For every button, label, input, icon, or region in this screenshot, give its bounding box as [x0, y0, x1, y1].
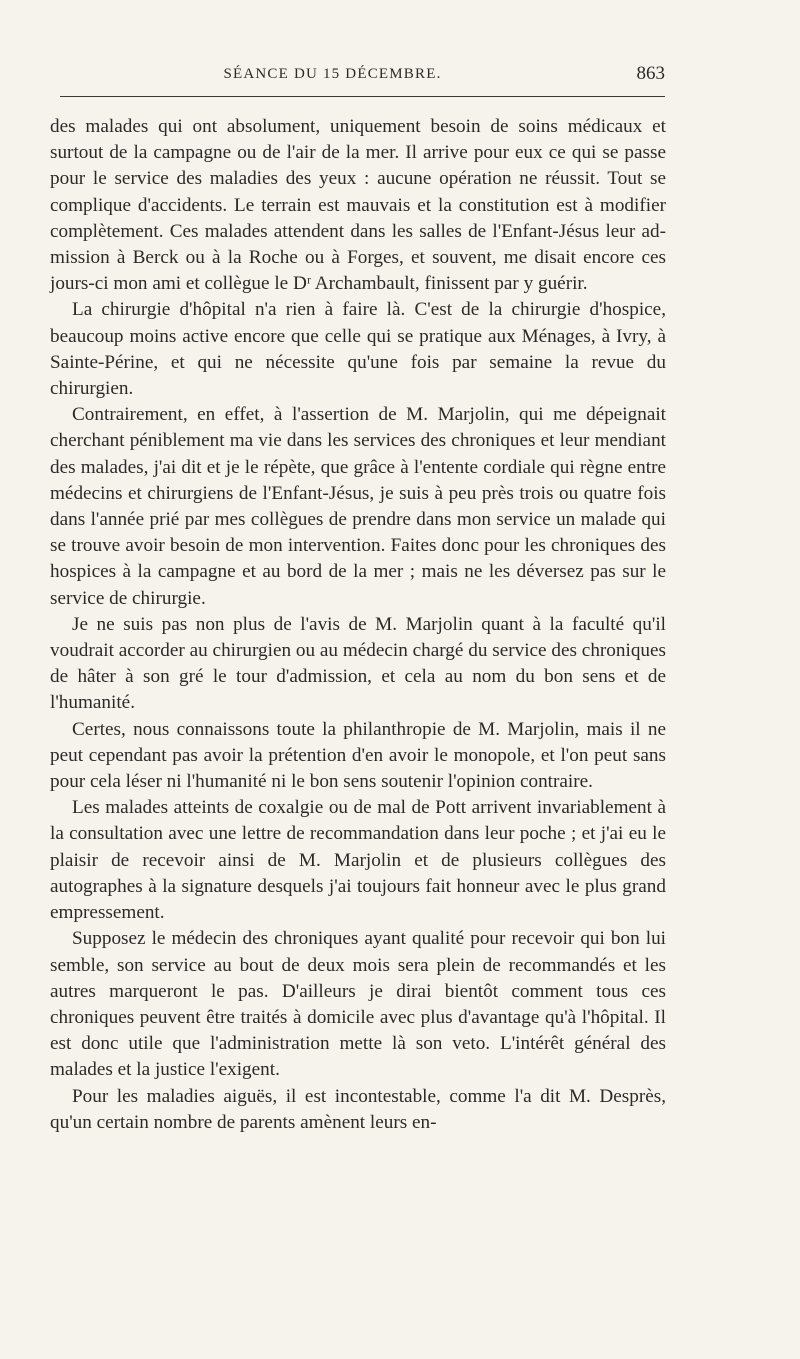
paragraph: La chirurgie d'hôpital n'a rien à faire là. C'est de la chirurgie d'hospice, beaucoup moins active encore que celle qui se pratique aux Ménages, à Ivry, à Sainte-Périne, et qui ne nécessite qu'une fois par semaine la revue du chirurgien. — [50, 299, 666, 400]
page-number: 863 — [636, 63, 665, 84]
paragraph: Contrairement, en effet, à l'assertion de M. Marjolin, qui me dépeignait cherchant péniblement ma vie dans les services des chroniques et leur mendiant des malades, j'ai dit et je le répète, que grâce à l'entente cordiale qui règne entre médecins et chirurgiens de l'Enfant-Jésus, je suis à peu près trois ou quatre fois dans l'année prié par mes collègues de prendre dans mon service un malade qui se trouve avoir besoin de mon intervention. Faites donc pour les chroniques des hospices à la campagne et au bord de la mer ; mais ne les déversez pas sur le service de chirurgie. — [50, 404, 666, 609]
body-text — [50, 114, 666, 1136]
paragraph: Pour les maladies aiguës, il est incontestable, comme l'a dit M. Desprès, qu'un certain nombre de parents amènent leurs en- — [50, 1085, 666, 1133]
header-rule — [60, 96, 665, 97]
paragraph: Certes, nous connaissons toute la philanthropie de M. Marjolin, mais il ne peut cependant pas avoir la prétention d'en avoir le monopole, et l'on peut sans pour cela léser ni l'humanité ni le bon sens soutenir l'opinion contraire. — [50, 718, 666, 793]
running-title: SÉANCE DU 15 DÉCEMBRE. — [223, 66, 442, 82]
paragraph: Les malades atteints de coxalgie ou de mal de Pott arrivent invariablement à la consultation avec une lettre de recommandation dans leur poche ; et j'ai eu le plaisir de recevoir ainsi de M. Marjolin et de plusieurs collègues des autographes à la signature desquels j'ai toujours fait honneur avec le plus grand empressement. — [50, 797, 666, 924]
paragraph: des malades qui ont absolument, uniquement besoin de soins médicaux et surtout de la campagne ou de l'air de la mer. Il arrive pour eux ce qui se passe pour le service des maladies des yeux : aucune opération ne réussit. Tout se complique d'accidents. Le terrain est mauvais et la constitution est à modifier complètement. Ces malades attendent dans les salles de l'Enfant-Jésus leur admission à Berck ou à la Roche ou à Forges, et souvent, me disait encore ces jours-ci mon ami et collègue le Dʳ Archambault, finissent par y guérir. — [50, 116, 666, 295]
paragraph: Supposez le médecin des chroniques ayant qualité pour recevoir qui bon lui semble, son service au bout de deux mois sera plein de recommandés et les autres marqueront le pas. D'ailleurs je dirai bientôt comment tous ces chroniques peuvent être traités à domicile avec plus d'avantage qu'à l'hôpital. Il est donc utile que l'administration mette là son veto. L'intérêt général des malades et la justice l'exigent. — [50, 928, 666, 1081]
paragraph: Je ne suis pas non plus de l'avis de M. Marjolin quant à la faculté qu'il voudrait accorder au chirurgien ou au médecin chargé du service des chroniques de hâter à son gré le tour d'admission, et cela au nom du bon sens et de l'humanité. — [50, 613, 666, 714]
running-header — [60, 62, 665, 86]
